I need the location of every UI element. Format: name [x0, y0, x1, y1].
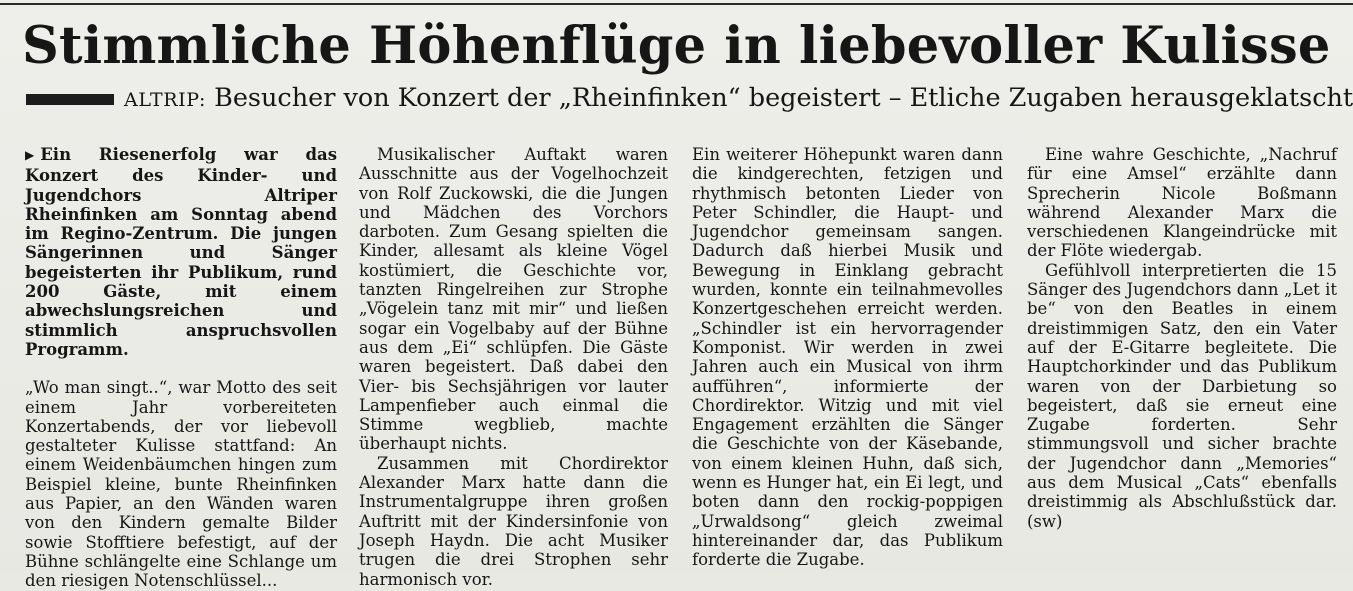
paragraph: Musikalischer Auftakt waren Ausschnitte aus der Vogelhochzeit von Rolf Zuckowski, die die Jungen und Mädchen des Vorchors darboten. Zum Gesang spielten die Kinder, allesamt als kleine Vögel kostümiert, die Geschichte vor, tanzten Ringelreihen zur Strophe „Vögelein tanz mit mir“ und ließen sogar ein Vogelbaby auf der Bühne aus dem „Ei“ schlüpfen. Die Gäste waren begeistert. Daß dabei den Vier- bis Sechsjährigen vor lauter Lampenfieber auch einmal die Stimme wegblieb, machte überhaupt nichts.	[359, 145, 668, 454]
paragraph: Gefühlvoll interpretierten die 15 Sänger des Jugendchors dann „Let it be“ von den Beatles in einem dreistimmigen Satz, den ein Vater auf der E-Gitarre begleitete. Die Hauptchorkinder und das Publikum waren von der Darbietung so begeistert, daß sie erneut eine Zugabe forderten. Sehr stimmungsvoll und sicher brachte der Jugendchor dann „Memories“ aus dem Musical „Cats“ ebenfalls dreistimmig als Abschlußstück dar. (sw)	[1027, 260, 1337, 531]
lead-text: Ein Riesenerfolg war das Konzert des Kinder- und Jugendchors Altriper Rheinfinken am Sonntag abend im Regino-Zentrum. Die jungen Sängerinnen und Sänger begeisterten ihr Publikum, rund 200 Gäste, mit einem abwechslungsreichen und stimmlich anspruchsvollen Programm.	[25, 145, 337, 359]
kicker-bar	[26, 94, 114, 105]
top-rule	[0, 3, 1353, 5]
lead-paragraph	[25, 145, 337, 359]
paragraph: Eine wahre Geschichte, „Nachruf für eine Amsel“ erzählte dann Sprecherin Nicole Boßmann während Alexander Marx die verschiedenen Klangeindrücke mit der Flöte wiedergab.	[1027, 145, 1337, 261]
arrow-bullet-icon: ▶	[25, 148, 35, 162]
kicker-location: ALTRIP:	[124, 89, 206, 111]
article-column-2	[359, 145, 668, 589]
paragraph: „Wo man singt..“, war Motto des seit einem Jahr vorbereiteten Konzertabends, der vor liebevoll gestalteter Kulisse stattfand: An einem Weidenbäumchen hingen zum Beispiel kleine, bunte Rheinfinken aus Papier, an den Wänden waren von den Kindern gemalte Bilder sowie Stofftiere befestigt, auf der Bühne schlängelte eine Schlange um den riesigen Notenschlüssel...	[25, 378, 337, 591]
article-column-3	[692, 145, 1003, 570]
article-column-4	[1027, 145, 1337, 565]
paragraph: Ein weiterer Höhepunkt waren dann die kindgerechten, fetzigen und rhythmisch betonten Lieder von Peter Schindler, die Haupt- und Jugendchor gemeinsam sangen. Dadurch daß hierbei Musik und Bewegung in Einklang gebracht wurden, konnte ein teilnahmevolles Konzertgeschehen erreicht werden. „Schindler ist ein hervorragender Komponist. Wir werden in zwei Jahren auch ein Musical von ihrm aufführen“, informierte der Chordirektor. Witzig und mit viel Engagement erzählten die Sänger die Geschichte von der Käsebande, von einem kleinen Huhn, daß sich, wenn es Hunger hat, ein Ei legt, und boten dann den rockig-poppigen „Urwaldsong“ gleich zweimal hintereinander dar, das Publikum forderte die Zugabe.	[692, 145, 1003, 570]
article-column-1	[25, 145, 337, 591]
paragraph: Zusammen mit Chordirektor Alexander Marx hatte dann die Instrumentalgruppe ihren großen Auftritt mit der Kindersinfonie von Joseph Haydn. Die acht Musiker trugen die drei Strophen sehr harmonisch vor.	[359, 453, 668, 589]
subheadline	[26, 83, 1353, 123]
headline: Stimmliche Höhenflüge in liebevoller Kulisse	[22, 16, 1331, 76]
subtitle: Besucher von Konzert der „Rheinfinken“ begeistert – Etliche Zugaben herausgeklatscht	[214, 83, 1353, 113]
